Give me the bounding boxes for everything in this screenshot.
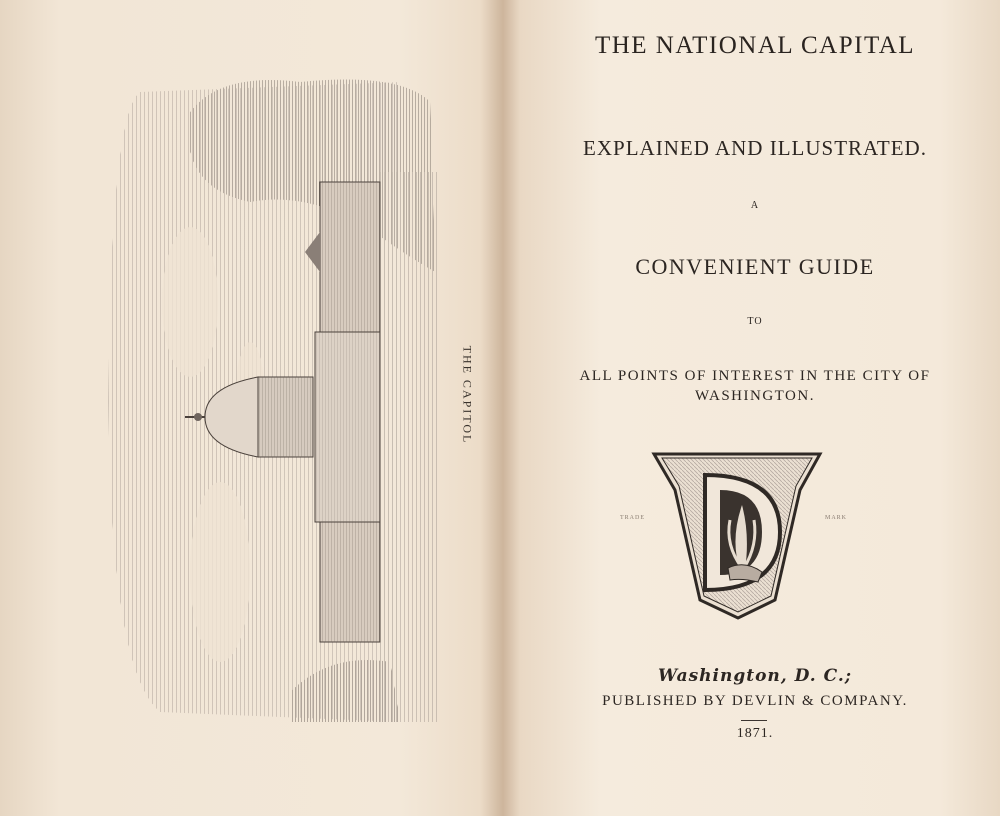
to-line: TO [747,316,763,327]
article-a: A [750,200,760,211]
device-small-left: TRADE [620,515,645,521]
points-line-1: ALL POINTS OF INTEREST IN THE CITY OF [579,368,931,384]
engraving-caption [452,330,482,460]
guide-line: CONVENIENT GUIDE [635,254,875,279]
points-line-2: WASHINGTON. [695,388,815,404]
imprint-city: Washington, D. C.; [657,666,853,686]
capitol-engraving [100,72,445,727]
title-page [510,0,1000,816]
imprint-rule [741,720,767,721]
points-of-interest [510,366,1000,406]
book-title: THE NATIONAL CAPITAL [594,32,916,59]
book-subtitle: EXPLAINED AND ILLUSTRATED. [583,136,927,160]
imprint-year: 1871. [736,726,774,741]
device-small-right: MARK [825,515,848,521]
caption-text: THE CAPITOL [460,345,475,445]
imprint-publisher: PUBLISHED BY DEVLIN & COMPANY. [602,693,908,709]
publisher-device-icon [650,450,825,622]
